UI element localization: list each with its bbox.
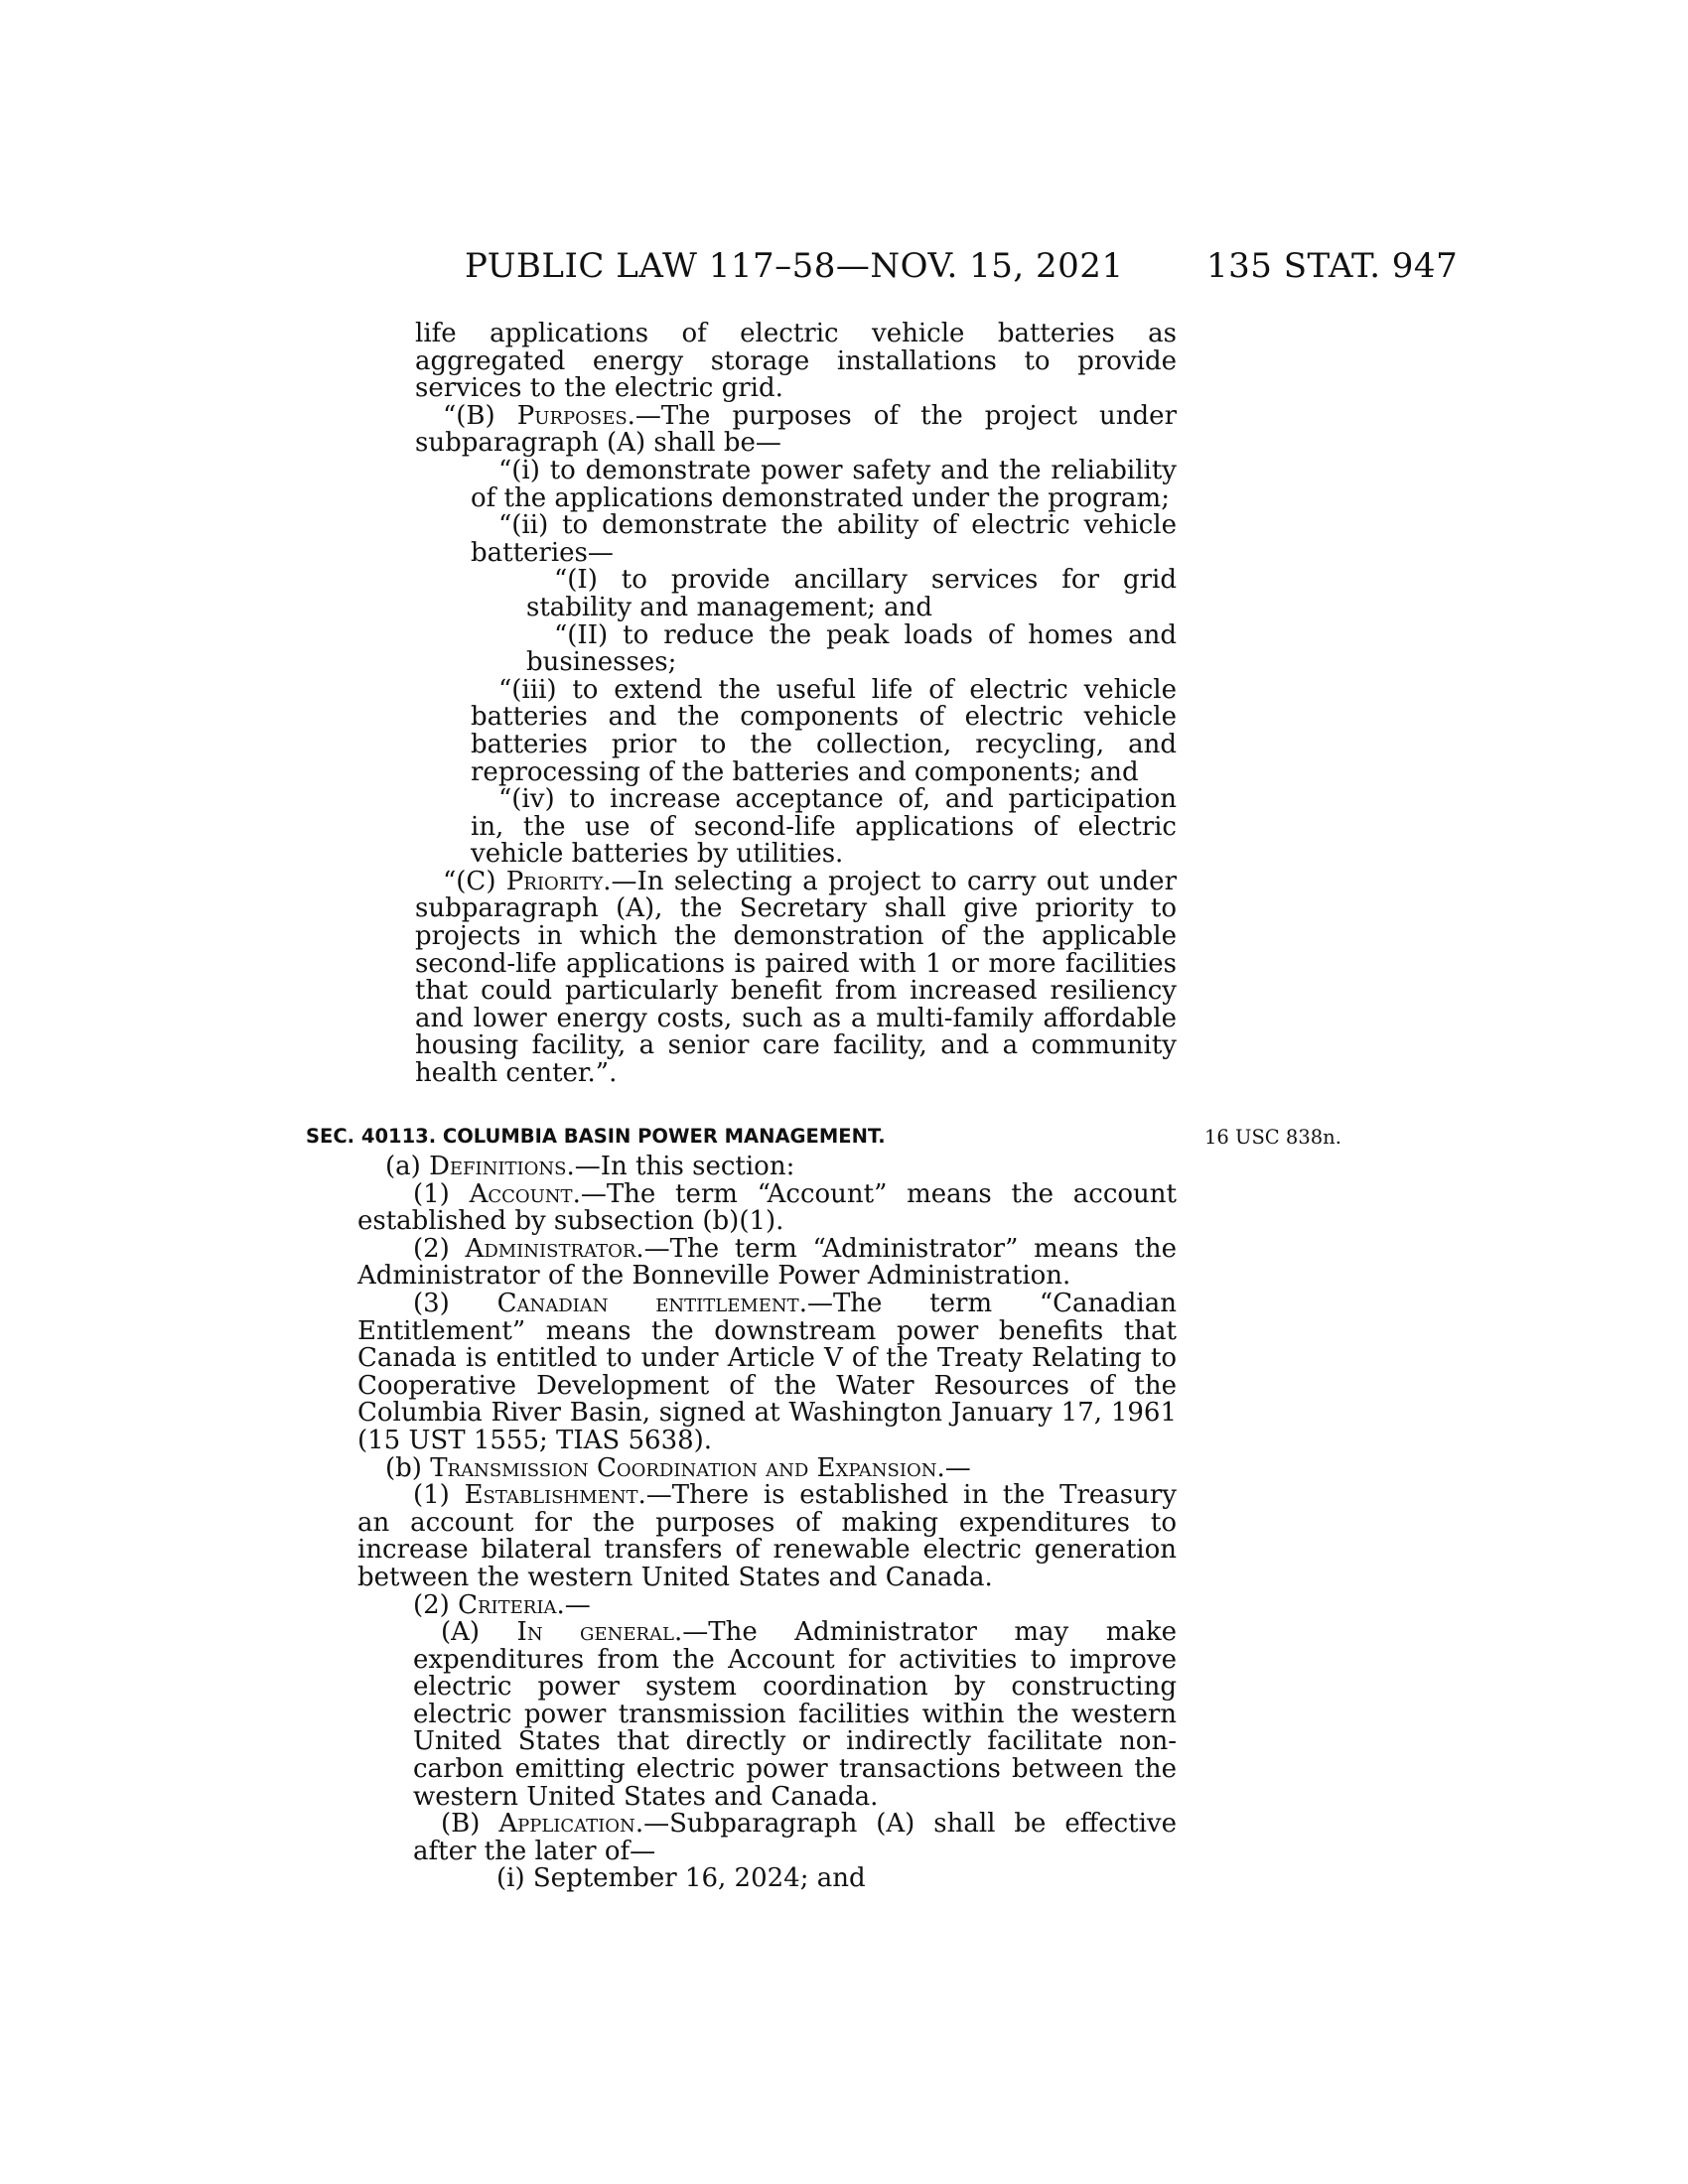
paragraph-label: (2)	[413, 1589, 459, 1620]
paragraph-caption: Establishment	[464, 1480, 638, 1511]
paragraph-caption: Purposes	[516, 400, 628, 431]
paragraph-label: (1)	[413, 1178, 470, 1209]
paragraph-caption: Criteria	[458, 1589, 557, 1620]
definition-administrator	[357, 1233, 1178, 1292]
paragraph-label: (2)	[413, 1233, 466, 1264]
paragraph-text: .—The term “Canadian Entitlement” means the downstream power benefits that Canada is entitled to under Article V of the Treaty Relating to Cooperative Development of the Water Resources of the Columbia River Basin, signed at Washington January 17, 1961 (15 UST 1555; TIAS 5638).	[357, 1288, 1177, 1455]
paragraph-label: (1)	[413, 1480, 465, 1511]
definition-account	[357, 1178, 1177, 1237]
clause-ii: “(ii) to demonstrate the ability of electric vehicle batteries—	[471, 510, 1177, 568]
paragraph-label: (B)	[441, 1809, 499, 1840]
paragraph-caption: Administrator	[465, 1233, 636, 1264]
paragraph-label: “(C)	[443, 866, 506, 896]
paragraph-caption: Transmission Coordination and Expansion	[430, 1452, 937, 1483]
paragraph-caption: Priority	[505, 866, 604, 896]
page-number: 135 STAT. 947	[1206, 246, 1459, 286]
definition-canadian-entitlement	[357, 1288, 1177, 1455]
paragraph-caption: Application	[498, 1809, 635, 1840]
paragraph-text: .—There is established in the Treasury an account for the purposes of making expenditures to increase bilateral transfers of renewable electric generation between the western United States and Canada.	[357, 1480, 1177, 1592]
subclause-I: “(I) to provide ancillary services for grid stability and management; and	[526, 565, 1177, 622]
subclause-II: “(II) to reduce the peak loads of homes and businesses;	[526, 619, 1177, 678]
paragraph-text: .—Subparagraph (A) shall be effective after the later of—	[413, 1809, 1177, 1866]
paragraph-caption: Definitions	[429, 1152, 567, 1181]
paragraph-text: .—The Administrator may make expenditures from the Account for activities to improve electric power system coordination by constructing electric power transmission facilities within the western United States that directly or indirectly facilitate non-carbon emitting electric power transactions between the western United States and Canada.	[413, 1617, 1177, 1812]
clause-i-date: (i) September 16, 2024; and	[496, 1863, 866, 1894]
paragraph-criteria	[357, 1589, 1177, 1620]
clause-i: “(i) to demonstrate power safety and the reliability of the applications demonstrated under the program;	[471, 455, 1177, 513]
paragraph-text: .—In this section:	[566, 1152, 795, 1181]
paragraph-label: (b)	[385, 1452, 431, 1483]
paragraph-label: (A)	[441, 1617, 517, 1648]
clause-iv: “(iv) to increase acceptance of, and participation in, the use of second-life applications of electric vehicle batteries by utilities.	[471, 784, 1177, 870]
paragraph-text: .—The term “Account” means the account established by subsection (b)(1).	[357, 1178, 1177, 1237]
running-head: PUBLIC LAW 117–58—NOV. 15, 2021	[465, 246, 1124, 286]
paragraph-priority	[415, 866, 1177, 1089]
subparagraph-application	[413, 1811, 1177, 1865]
section-heading: SEC. 40113. COLUMBIA BASIN POWER MANAGEMENT.	[306, 1125, 886, 1148]
paragraph-label: (3)	[413, 1288, 497, 1318]
paragraph-label: (a)	[385, 1152, 430, 1181]
paragraph-label: “(B)	[443, 400, 517, 431]
paragraph-caption: In general	[516, 1617, 674, 1648]
paragraph-text: .—The term “Administrator” means the Administrator of the Bonneville Power Administration.	[357, 1233, 1178, 1292]
paragraph-text: .—In selecting a project to carry out under subparagraph (A), the Secretary shall give priority to projects in which the demonstration of the applicable second-life applications is paired with 1 or more facilities that could particularly benefit from increased resiliency and lower energy costs, such as a multi-family affordable housing facility, a senior care facility, and a community health center.”.	[415, 866, 1177, 1089]
section-body	[357, 1154, 1177, 1893]
paragraph-purposes	[415, 400, 1177, 459]
paragraph-establishment	[357, 1482, 1177, 1591]
paragraph-continuation: life applications of electric vehicle batteries as aggregated energy storage installations to provide services to the electric grid.	[415, 319, 1177, 404]
continued-text-block	[415, 321, 1177, 1088]
paragraph-text: .—The purposes of the project under subparagraph (A) shall be—	[415, 400, 1177, 459]
paragraph-caption: Account	[469, 1178, 573, 1209]
margin-citation: 16 USC 838n.	[1204, 1126, 1341, 1149]
paragraph-text: .—	[936, 1452, 971, 1483]
paragraph-caption: Canadian entitlement	[496, 1288, 799, 1318]
paragraph-text: .—	[556, 1589, 591, 1620]
subsection-b	[357, 1452, 1177, 1483]
clause-iii: “(iii) to extend the useful life of electric vehicle batteries and the components of electric vehicle batteries prior to the collection, recycling, and reprocessing of the batteries and components; and	[471, 674, 1177, 787]
subparagraph-in-general	[413, 1619, 1177, 1811]
subsection-a	[357, 1154, 1177, 1181]
